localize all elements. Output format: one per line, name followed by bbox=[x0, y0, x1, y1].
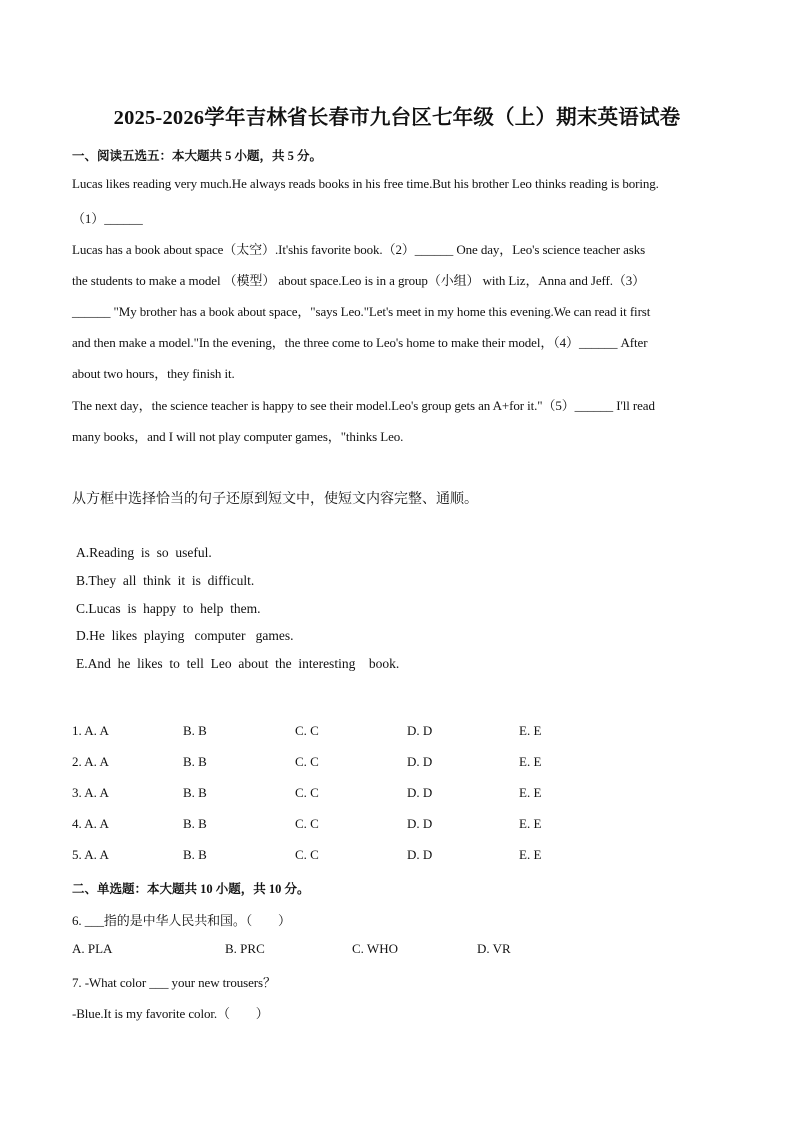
answer-choice[interactable]: 1. A. A bbox=[72, 723, 109, 738]
answer-choice[interactable]: 3. A. A bbox=[72, 785, 109, 800]
answer-choice[interactable]: C. C bbox=[295, 723, 319, 738]
answer-choice[interactable]: B. B bbox=[183, 847, 207, 862]
question-6-stem: 6. ___指的是中华人民共和国。（ ） bbox=[72, 913, 291, 928]
answer-row-4 bbox=[72, 816, 632, 834]
answer-choice[interactable]: C. C bbox=[295, 816, 319, 831]
answer-choice[interactable]: E. E bbox=[519, 723, 542, 738]
choice-a[interactable]: A. PLA bbox=[72, 941, 113, 956]
answer-choice[interactable]: E. E bbox=[519, 816, 542, 831]
answer-choice[interactable]: E. E bbox=[519, 754, 542, 769]
page-title: 2025-2026学年吉林省长春市九台区七年级（上）期末英语试卷 bbox=[113, 107, 681, 129]
answer-row-2 bbox=[72, 754, 632, 772]
answer-choice[interactable]: C. C bbox=[295, 847, 319, 862]
section2-heading: 二、单选题：本大题共 10 小题，共 10 分。 bbox=[72, 882, 310, 896]
question-6-choices bbox=[72, 941, 672, 959]
answer-choice[interactable]: 4. A. A bbox=[72, 816, 109, 831]
passage-line: Lucas has a book about space（太空）.It'shis favorite book.（2）______ One day，Leo's science teacher asks bbox=[72, 242, 646, 257]
option-a: A.Reading is so useful. bbox=[76, 545, 212, 560]
passage-line: ______ "My brother has a book about space，"says Leo."Let's meet in my home this evening.We can read it first bbox=[72, 304, 651, 319]
passage-line: the students to make a model （模型） about space.Leo is in a group（小组） with Liz，Anna and Jeff.（3） bbox=[72, 273, 646, 288]
answer-choice[interactable]: E. E bbox=[519, 785, 542, 800]
choice-b[interactable]: B. PRC bbox=[225, 941, 265, 956]
answer-choice[interactable]: D. D bbox=[407, 723, 433, 738]
option-b: B.They all think it is difficult. bbox=[76, 573, 255, 588]
passage-line: about two hours，they finish it. bbox=[72, 366, 235, 381]
answer-choice[interactable]: D. D bbox=[407, 847, 433, 862]
answer-choice[interactable]: D. D bbox=[407, 816, 433, 831]
option-e: E.And he likes to tell Leo about the interesting book. bbox=[76, 656, 400, 671]
passage-line: many books，and I will not play computer games，"thinks Leo. bbox=[72, 429, 404, 444]
option-c: C.Lucas is happy to help them. bbox=[76, 601, 261, 616]
passage-line: （1）______ bbox=[72, 211, 143, 226]
choice-d[interactable]: D. VR bbox=[477, 941, 511, 956]
answer-row-1 bbox=[72, 723, 632, 741]
passage-line: and then make a model."In the evening，the three come to Leo's home to make their model，（4）______ After bbox=[72, 335, 648, 350]
question-7-stem: 7. -What color ___ your new trousers？ bbox=[72, 975, 276, 990]
answer-choice[interactable]: D. D bbox=[407, 754, 433, 769]
answer-choice[interactable]: C. C bbox=[295, 754, 319, 769]
answer-row-3 bbox=[72, 785, 632, 803]
answer-choice[interactable]: E. E bbox=[519, 847, 542, 862]
answer-choice[interactable]: B. B bbox=[183, 723, 207, 738]
answer-choice[interactable]: 5. A. A bbox=[72, 847, 109, 862]
passage-line: The next day，the science teacher is happy to see their model.Leo's group gets an A+for it."（5）______ I'll read bbox=[72, 398, 655, 413]
passage-line: Lucas likes reading very much.He always reads books in his free time.But his brother Leo thinks reading is boring. bbox=[72, 176, 659, 191]
instruction-text: 从方框中选择恰当的句子还原到短文中，使短文内容完整、通顺。 bbox=[72, 491, 478, 507]
question-7-line2: -Blue.It is my favorite color.（ ） bbox=[72, 1006, 269, 1021]
answer-choice[interactable]: B. B bbox=[183, 754, 207, 769]
choice-c[interactable]: C. WHO bbox=[352, 941, 398, 956]
option-d: D.He likes playing computer games. bbox=[76, 628, 294, 643]
answer-choice[interactable]: C. C bbox=[295, 785, 319, 800]
answer-choice[interactable]: D. D bbox=[407, 785, 433, 800]
section1-heading: 一、阅读五选五：本大题共 5 小题，共 5 分。 bbox=[72, 149, 323, 163]
answer-choice[interactable]: 2. A. A bbox=[72, 754, 109, 769]
answer-choice[interactable]: B. B bbox=[183, 785, 207, 800]
answer-row-5 bbox=[72, 847, 632, 865]
answer-choice[interactable]: B. B bbox=[183, 816, 207, 831]
